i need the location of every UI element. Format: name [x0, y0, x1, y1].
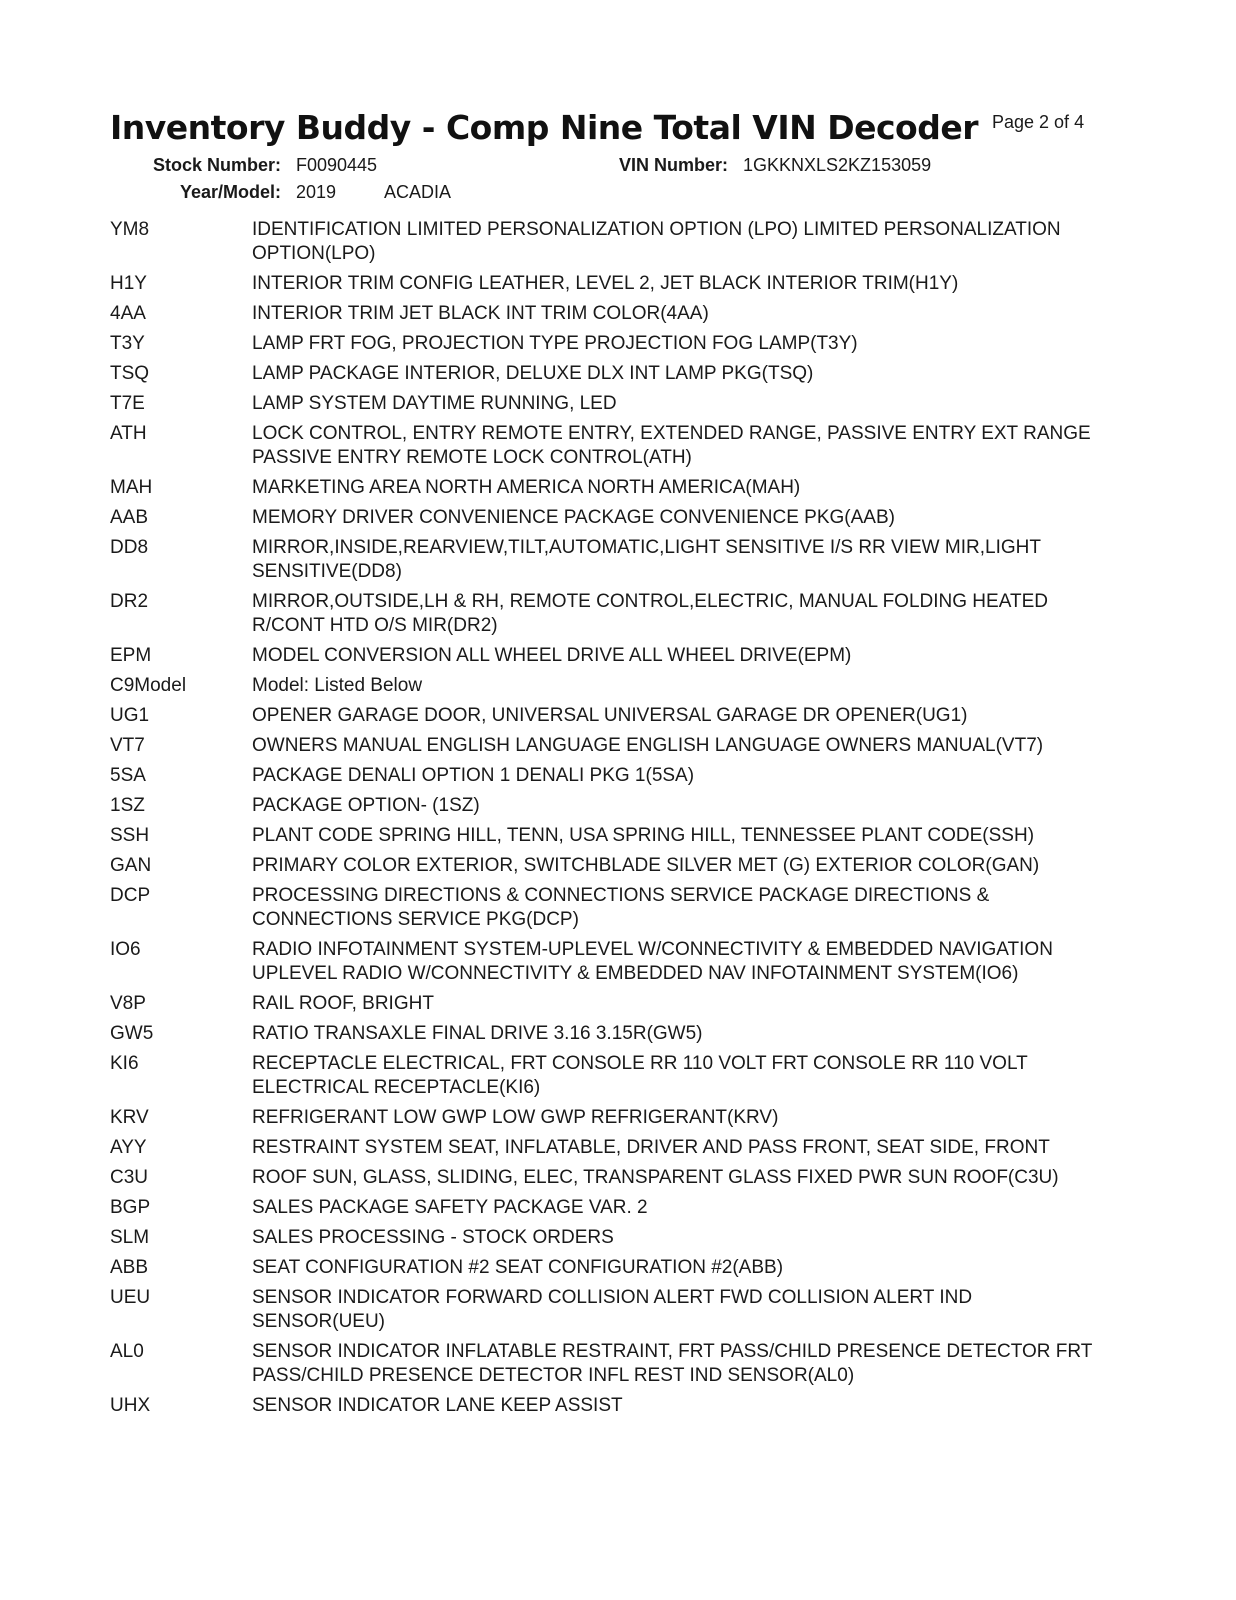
option-code: AL0: [110, 1341, 144, 1362]
option-row: [110, 674, 1110, 698]
option-code: VT7: [110, 735, 145, 756]
option-description: INTERIOR TRIM JET BLACK INT TRIM COLOR(4AA): [252, 303, 709, 324]
option-row: [110, 392, 1110, 416]
option-description: ROOF SUN, GLASS, SLIDING, ELEC, TRANSPARENT GLASS FIXED PWR SUN ROOF(C3U): [252, 1167, 1059, 1188]
option-description: SENSOR INDICATOR INFLATABLE RESTRAINT, FRT PASS/CHILD PRESENCE DETECTOR FRT PASS/CHILD PRESENCE DETECTOR INFL REST IND SENSOR(AL0): [252, 1341, 1093, 1386]
option-row: [110, 302, 1110, 326]
option-code: 1SZ: [110, 795, 145, 816]
option-description: RESTRAINT SYSTEM SEAT, INFLATABLE, DRIVER AND PASS FRONT, SEAT SIDE, FRONT: [252, 1137, 1050, 1158]
option-row: [110, 734, 1110, 758]
option-code: DR2: [110, 591, 149, 612]
option-description: REFRIGERANT LOW GWP LOW GWP REFRIGERANT(KRV): [252, 1107, 779, 1128]
option-description: SALES PACKAGE SAFETY PACKAGE VAR. 2: [252, 1197, 648, 1218]
option-row: [110, 1136, 1110, 1160]
option-row: [110, 1022, 1110, 1046]
option-row: [110, 1286, 1110, 1334]
option-row: [110, 644, 1110, 668]
option-row: [110, 422, 1110, 470]
stock-number-value: F0090445: [296, 155, 378, 175]
option-description: RECEPTACLE ELECTRICAL, FRT CONSOLE RR 110 VOLT FRT CONSOLE RR 110 VOLT ELECTRICAL RECEPTACLE(KI6): [252, 1053, 1028, 1098]
option-code: T7E: [110, 393, 145, 414]
option-description: SALES PROCESSING - STOCK ORDERS: [252, 1227, 614, 1248]
option-row: [110, 506, 1110, 530]
option-row: [110, 1226, 1110, 1250]
option-code: YM8: [110, 219, 150, 240]
option-row: [110, 332, 1110, 356]
option-description: RADIO INFOTAINMENT SYSTEM-UPLEVEL W/CONNECTIVITY & EMBEDDED NAVIGATION UPLEVEL RADIO W/CONNECTIVITY & EMBEDDED NAV INFOTAINMENT SYSTEM(IO6): [252, 939, 1053, 984]
option-description: PACKAGE OPTION- (1SZ): [252, 795, 480, 816]
option-code: GW5: [110, 1023, 154, 1044]
option-row: [110, 764, 1110, 788]
option-code: SLM: [110, 1227, 150, 1248]
option-description: LAMP SYSTEM DAYTIME RUNNING, LED: [252, 393, 617, 414]
option-description: PLANT CODE SPRING HILL, TENN, USA SPRING HILL, TENNESSEE PLANT CODE(SSH): [252, 825, 1035, 846]
option-code: C3U: [110, 1167, 149, 1188]
option-description: INTERIOR TRIM CONFIG LEATHER, LEVEL 2, JET BLACK INTERIOR TRIM(H1Y): [252, 273, 959, 294]
option-code: SSH: [110, 825, 150, 846]
option-row: [110, 1256, 1110, 1280]
option-row: [110, 536, 1110, 584]
option-row: [110, 590, 1110, 638]
option-code: DCP: [110, 885, 151, 906]
option-row: [110, 1106, 1110, 1130]
option-description: MIRROR,INSIDE,REARVIEW,TILT,AUTOMATIC,LIGHT SENSITIVE I/S RR VIEW MIR,LIGHT SENSITIVE(DD8): [252, 537, 1041, 582]
option-code: KRV: [110, 1107, 149, 1128]
option-codes-list: [110, 218, 1110, 1424]
option-code: BGP: [110, 1197, 151, 1218]
option-row: [110, 272, 1110, 296]
option-description: LAMP PACKAGE INTERIOR, DELUXE DLX INT LAMP PKG(TSQ): [252, 363, 814, 384]
option-row: [110, 1340, 1110, 1388]
vin-number-value: 1GKKNXLS2KZ153059: [743, 155, 932, 175]
option-code: GAN: [110, 855, 152, 876]
option-description: LAMP FRT FOG, PROJECTION TYPE PROJECTION FOG LAMP(T3Y): [252, 333, 858, 354]
option-code: V8P: [110, 993, 146, 1014]
option-code: EPM: [110, 645, 152, 666]
option-row: [110, 794, 1110, 818]
option-row: [110, 938, 1110, 986]
option-description: LOCK CONTROL, ENTRY REMOTE ENTRY, EXTENDED RANGE, PASSIVE ENTRY EXT RANGE PASSIVE ENTRY REMOTE LOCK CONTROL(ATH): [252, 423, 1091, 468]
option-description: RAIL ROOF, BRIGHT: [252, 993, 434, 1014]
option-code: AYY: [110, 1137, 147, 1158]
page-title: Inventory Buddy - Comp Nine Total VIN Decoder: [110, 108, 978, 147]
option-description: MODEL CONVERSION ALL WHEEL DRIVE ALL WHEEL DRIVE(EPM): [252, 645, 852, 666]
option-row: [110, 824, 1110, 848]
year-model-label: Year/Model:: [179, 182, 281, 202]
option-description: MARKETING AREA NORTH AMERICA NORTH AMERICA(MAH): [252, 477, 801, 498]
option-code: 4AA: [110, 303, 146, 324]
option-row: [110, 1052, 1110, 1100]
option-row: [110, 1394, 1110, 1418]
option-row: [110, 1166, 1110, 1190]
stock-number-label: Stock Number:: [152, 155, 281, 175]
option-row: [110, 218, 1110, 266]
model-value: ACADIA: [384, 182, 452, 202]
option-description: OWNERS MANUAL ENGLISH LANGUAGE ENGLISH LANGUAGE OWNERS MANUAL(VT7): [252, 735, 1044, 756]
option-description: OPENER GARAGE DOOR, UNIVERSAL UNIVERSAL GARAGE DR OPENER(UG1): [252, 705, 968, 726]
option-row: [110, 476, 1110, 500]
option-description: IDENTIFICATION LIMITED PERSONALIZATION OPTION (LPO) LIMITED PERSONALIZATION OPTION(LPO): [252, 219, 1061, 264]
option-description: MIRROR,OUTSIDE,LH & RH, REMOTE CONTROL,ELECTRIC, MANUAL FOLDING HEATED R/CONT HTD O/S MIR(DR2): [252, 591, 1048, 636]
option-row: [110, 992, 1110, 1016]
option-row: [110, 704, 1110, 728]
option-code: H1Y: [110, 273, 147, 294]
option-code: AAB: [110, 507, 149, 528]
option-description: SENSOR INDICATOR LANE KEEP ASSIST: [252, 1395, 623, 1416]
option-code: UEU: [110, 1287, 151, 1308]
option-code: MAH: [110, 477, 153, 498]
option-code: T3Y: [110, 333, 145, 354]
option-row: [110, 1196, 1110, 1220]
option-description: MEMORY DRIVER CONVENIENCE PACKAGE CONVENIENCE PKG(AAB): [252, 507, 895, 528]
option-code: IO6: [110, 939, 141, 960]
option-description: SENSOR INDICATOR FORWARD COLLISION ALERT FWD COLLISION ALERT IND SENSOR(UEU): [252, 1287, 973, 1332]
option-description: PACKAGE DENALI OPTION 1 DENALI PKG 1(5SA): [252, 765, 695, 786]
option-code: UHX: [110, 1395, 151, 1416]
option-description: PROCESSING DIRECTIONS & CONNECTIONS SERVICE PACKAGE DIRECTIONS & CONNECTIONS SERVICE PKG(DCP): [252, 885, 990, 930]
option-description: RATIO TRANSAXLE FINAL DRIVE 3.16 3.15R(GW5): [252, 1023, 703, 1044]
option-code: UG1: [110, 705, 150, 726]
option-description: SEAT CONFIGURATION #2 SEAT CONFIGURATION #2(ABB): [252, 1257, 784, 1278]
option-description: Model: Listed Below: [252, 675, 423, 696]
vin-number-label: VIN Number:: [618, 155, 728, 175]
option-row: [110, 884, 1110, 932]
year-value: 2019: [296, 182, 337, 202]
option-code: KI6: [110, 1053, 139, 1074]
option-code: ATH: [110, 423, 147, 444]
option-code: DD8: [110, 537, 149, 558]
option-code: C9Model: [110, 675, 187, 696]
option-code: 5SA: [110, 765, 146, 786]
option-code: TSQ: [110, 363, 150, 384]
option-description: PRIMARY COLOR EXTERIOR, SWITCHBLADE SILVER MET (G) EXTERIOR COLOR(GAN): [252, 855, 1040, 876]
option-code: ABB: [110, 1257, 149, 1278]
page-indicator: Page 2 of 4: [992, 112, 1085, 132]
option-row: [110, 854, 1110, 878]
option-row: [110, 362, 1110, 386]
